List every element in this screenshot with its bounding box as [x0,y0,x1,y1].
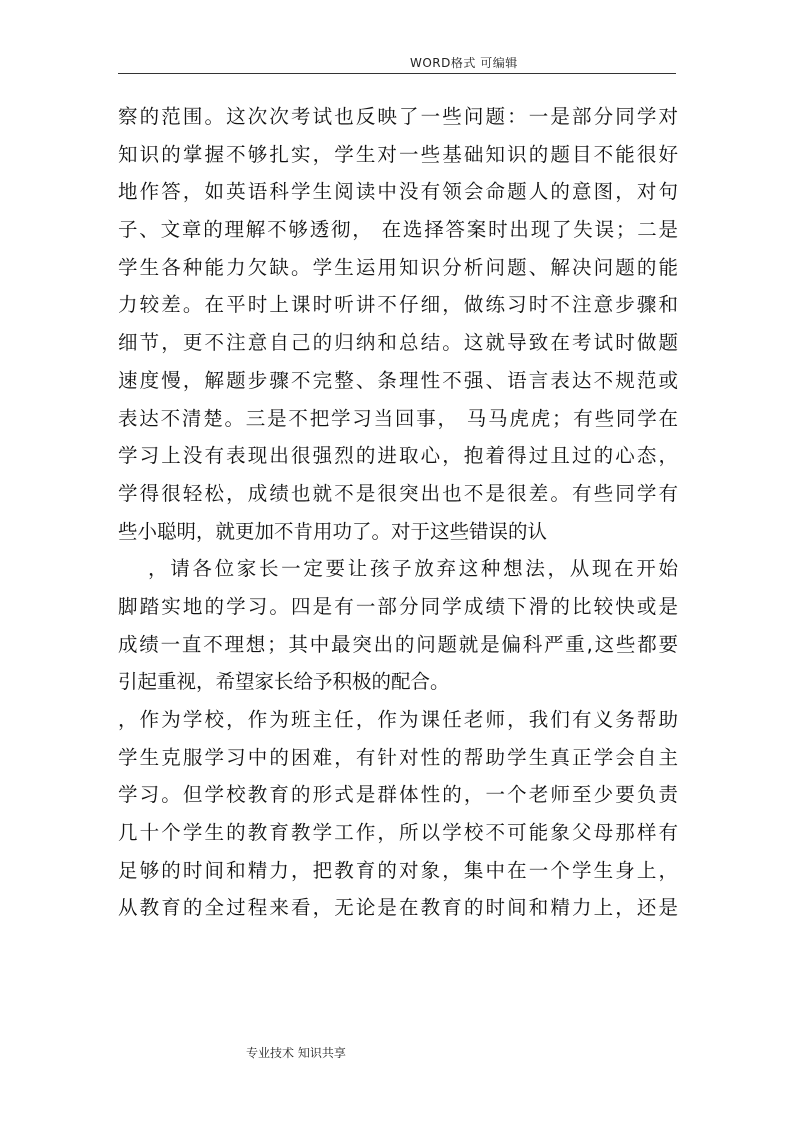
paragraph-line: ，作为学校，作为班主任，作为课任老师，我们有义务帮助 [118,708,678,731]
paragraph-line: 引起重视，希望家长给予积极的配合。 [118,670,450,694]
paragraph-line: 足够的时间和精力，把教育的对象，集中在一个学生身上， [118,858,678,882]
paragraph-line: 脚踏实地的学习。四是有一部分同学成绩下滑的比较快或是 [118,594,678,618]
paragraph-line: 学得很轻松，成绩也就不是很突出也不是很差。有些同学有 [118,481,678,505]
paragraph-line: ，请各位家长一定要让孩子放弃这种想法，从现在开始 [148,557,678,581]
paragraph-line: 子、文章的理解不够透彻， 在选择答案时出现了失误；二是 [118,218,678,242]
paragraph-line: 学习。但学校教育的形式是群体性的，一个老师至少要负责 [118,783,678,807]
paragraph-line: 表达不清楚。三是不把学习当回事， 马马虎虎；有些同学在 [118,406,678,430]
paragraph-line: 速度慢，解题步骤不完整、条理性不强、语言表达不规范或 [118,368,678,392]
paragraph-line: 地作答，如英语科学生阅读中没有领会命题人的意图，对句 [118,180,678,204]
paragraph-line: 力较差。在平时上课时听讲不仔细，做练习时不注意步骤和 [118,293,678,317]
header-divider [118,73,676,74]
paragraph-line: 知识的掌握不够扎实，学生对一些基础知识的题目不能很好 [118,142,678,166]
paragraph-line: 细节，更不注意自己的归纳和总结。这就导致在考试时做题 [118,331,678,355]
page-header-text: WORD格式 可编辑 [410,56,518,70]
page-footer-text: 专业技术 知识共享 [246,1046,346,1060]
paragraph-line: 察的范围。这次次考试也反映了一些问题：一是部分同学对 [118,105,678,128]
paragraph-line: 些小聪明，就更加不肯用功了。对于这些错误的认 [118,519,548,543]
paragraph-line: 几十个学生的教育教学工作，所以学校不可能象父母那样有 [118,821,678,845]
paragraph-line: 学生克服学习中的困难，有针对性的帮助学生真正学会自主 [118,745,678,769]
paragraph-line: 学习上没有表现出很强烈的进取心，抱着得过且过的心态， [118,444,678,468]
document-body [118,98,678,927]
paragraph-line: 学生各种能力欠缺。学生运用知识分析问题、解决问题的能 [118,255,678,279]
paragraph-line: 从教育的全过程来看，无论是在教育的时间和精力上，还是 [118,896,678,920]
paragraph-line: 成绩一直不理想；其中最突出的问题就是偏科严重,这些都要 [118,632,678,656]
